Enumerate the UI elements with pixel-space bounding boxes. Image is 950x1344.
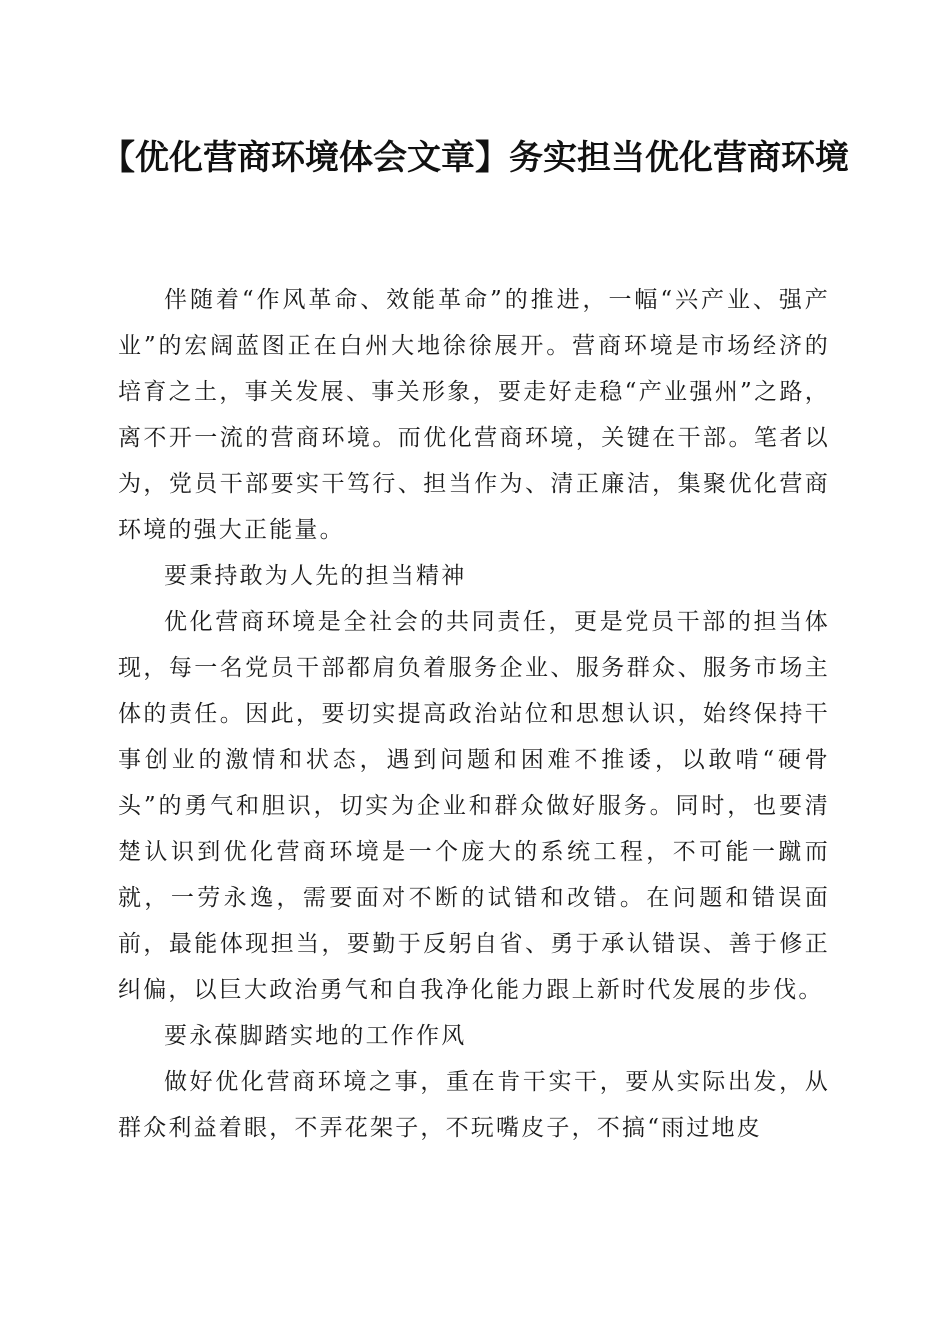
paragraph-intro: 伴随着“作风革命、效能革命”的推进，一幅“兴产业、强产业”的宏阔蓝图正在白州大地徐徐展开。营商环境是市场经济的培育之土，事关发展、事关形象，要走好走稳“产业强州”之路，离不开一流的营商环境。而优化营商环境，关键在干部。笔者以为，党员干部要实干笃行、担当作为、清正廉洁，集聚优化营商环境的强大正能量。: [118, 287, 830, 543]
document-title: 【优化营商环境体会文章】务实担当优化营商环境: [101, 138, 849, 178]
paragraph-responsibility: 优化营商环境是全社会的共同责任，更是党员干部的担当体现，每一名党员干部都肩负着服务企业、服务群众、服务市场主体的责任。因此，要切实提高政治站位和思想认识，始终保持干事创业的激情和状态，遇到问题和困难不推诿，以敢啃“硬骨头”的勇气和胆识，切实为企业和群众做好服务。同时，也要清楚认识到优化营商环境是一个庞大的系统工程，不可能一蹴而就，一劳永逸，需要面对不断的试错和改错。在问题和错误面前，最能体现担当，要勤于反躬自省、勇于承认错误、善于修正纠偏，以巨大政治勇气和自我净化能力跟上新时代发展的步伐。: [118, 609, 830, 1003]
section-heading-responsibility: 要秉持敢为人先的担当精神: [164, 563, 467, 589]
paragraph-work-style: 做好优化营商环境之事，重在肯干实干，要从实际出发，从群众利益着眼，不弄花架子，不玩嘴皮子，不搞“雨过地皮: [118, 1069, 830, 1141]
document-body: [118, 277, 830, 1151]
section-heading-work-style: 要永葆脚踏实地的工作作风: [164, 1023, 467, 1049]
